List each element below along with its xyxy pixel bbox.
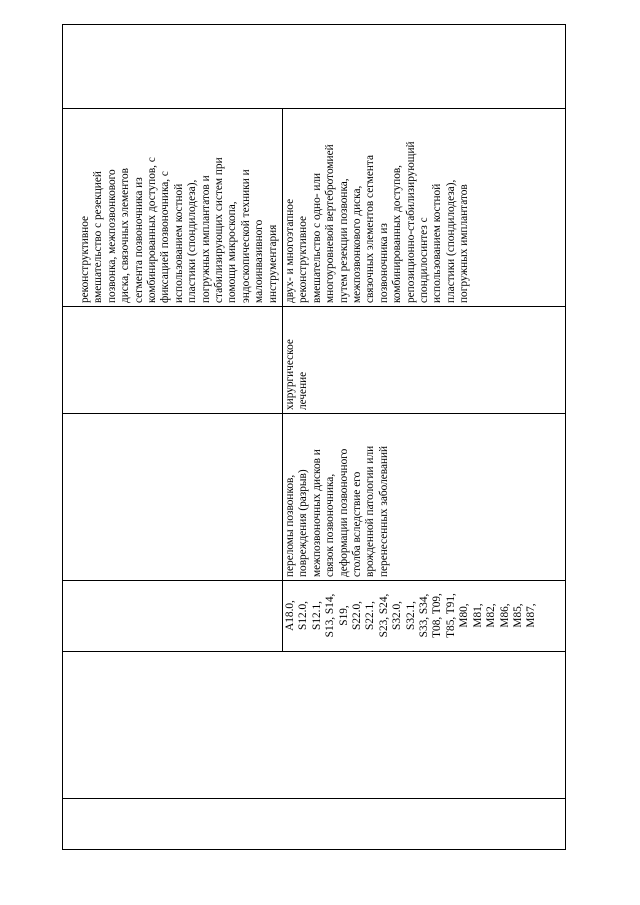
diagnosis-text-line: повреждения (разрыв) (297, 469, 310, 577)
method-text-line: использованием костной (431, 183, 444, 303)
column-divider-number (62, 798, 566, 799)
code-text-line: M82, (485, 603, 498, 628)
row-b-treatment-cell (282, 306, 342, 413)
method-text-line: сегмента позвоночника из (132, 177, 145, 303)
row-a-method-cell (77, 108, 282, 306)
row-b-codes-cell (282, 580, 566, 651)
method-text-line: помощи микроскопа, (226, 201, 239, 303)
method-text-line: погружных имплантатов (458, 184, 471, 303)
diagnosis-text-line: переломы позвонков, (284, 474, 296, 577)
method-text-line: использованием костной (172, 183, 185, 303)
method-text-line: погружных имплантатов и (199, 175, 212, 303)
treatment-text-line: хирургическое (284, 339, 296, 410)
row-b-codes-text (282, 580, 566, 651)
code-text-line: S22.1, (364, 601, 377, 630)
diagnosis-text-line: межпозвоночных дисков и (310, 449, 323, 577)
method-text-line: фиксацией позвоночника, с (159, 171, 172, 303)
code-text-line: A18.0, (284, 600, 296, 631)
method-text-line: комбинированных доступов, с (146, 157, 159, 303)
code-text-line: S12.0, (297, 601, 310, 630)
method-text-line: путем резекции позвонка, (337, 178, 350, 303)
diagnosis-text-line: столба вследствие его (351, 471, 364, 577)
diagnosis-text-line: связок позвоночника, (324, 473, 337, 577)
code-text-line: S32.0, (391, 601, 404, 630)
row-b-diagnosis-text (282, 413, 422, 580)
code-text-line: M86, (498, 603, 511, 628)
code-text-line: T08, T09, (431, 593, 444, 638)
method-text-line: реконструктивное (297, 215, 310, 303)
code-text-line: S13, S14, (324, 593, 337, 638)
method-text-line: спондилосинтез с (418, 217, 431, 303)
method-text-line: вмешательство с резекцией (92, 171, 105, 303)
method-text-line: многоуровневой вертебротомией (324, 144, 337, 303)
method-text-line: малоинвазивного (253, 219, 266, 303)
method-text-line: эндоскопической техники и (239, 169, 252, 303)
method-text-line: позвонка, межпозвонкового (105, 169, 118, 303)
row-b-method-cell (282, 108, 477, 306)
code-text-line: S23, S24, (377, 593, 390, 638)
code-text-line: M81, (471, 603, 484, 628)
row-b-treatment-text (282, 306, 342, 413)
method-text-line: реконструктивное (79, 215, 91, 303)
row-b-diagnosis-cell (282, 413, 422, 580)
method-text-line: репозиционно-стабилизирующий (404, 141, 417, 303)
code-text-line: S32.1, (404, 601, 417, 630)
diagnosis-text-line: перенесенных заболеваний (377, 445, 390, 577)
code-text-line: S33, S34, (418, 593, 431, 638)
method-text-line: пластики (спондилодеза), (186, 179, 199, 303)
method-text-line: диска, связочных элементов (119, 168, 132, 303)
method-text-line: пластики (спондилодеза), (444, 179, 457, 303)
method-text-line: связочных элементов сегмента (364, 155, 377, 303)
method-text-line: вмешательство с одно- или (310, 172, 323, 303)
code-text-line: S22.0, (351, 601, 364, 630)
code-text-line: M87, (525, 603, 538, 628)
diagnosis-text-line: врожденной патологии или (364, 445, 377, 577)
code-text-line: S19, (337, 605, 350, 626)
row-b-method-text (282, 108, 477, 306)
treatment-text-line: лечение (297, 371, 310, 410)
code-text-line: T85, T91, (444, 593, 457, 638)
diagnosis-text-line: деформации позвоночного (337, 448, 350, 577)
method-text-line: двух- и многоэтапное (284, 198, 296, 303)
row-a-method-text (77, 108, 282, 306)
method-text-line: позвоночника из (377, 223, 390, 303)
column-divider-name (62, 651, 566, 652)
method-text-line: инструментария (266, 224, 279, 303)
method-text-line: стабилизирующих систем при (213, 157, 226, 303)
method-text-line: комбинированных доступов, (391, 164, 404, 303)
code-text-line: M85, (511, 603, 524, 628)
code-text-line: M80, (458, 603, 471, 628)
method-text-line: межпозвонкового диска, (351, 185, 364, 303)
code-text-line: S12.1, (310, 601, 323, 630)
